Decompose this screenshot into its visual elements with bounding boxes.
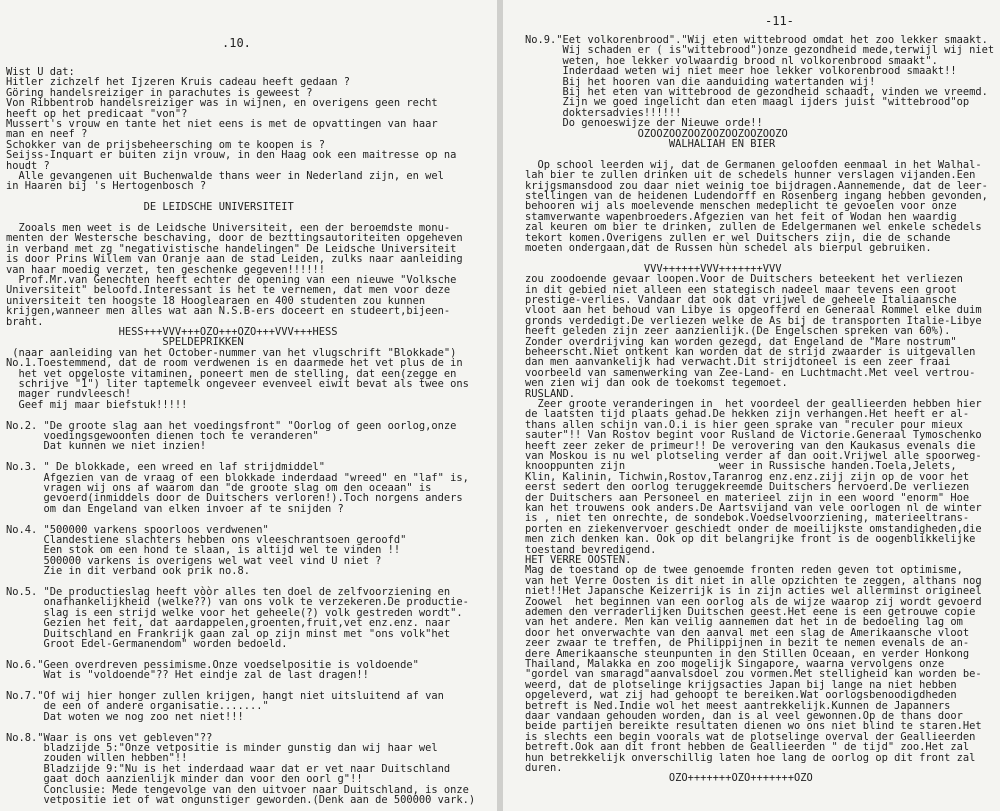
text-line: door het onverwachte van den aanval met een slag de Amerikaansche vloot bbox=[525, 626, 970, 639]
text-line: wen zien wij dan ook de toekomst tegemoet. bbox=[525, 377, 788, 390]
text-line: Een stok om een hond te slaan, is altijd wel te vinden !! bbox=[6, 544, 401, 557]
text-line: zal keuren om bier te drinken, zullen de Edelgermanen wel enkele schedels bbox=[525, 221, 982, 234]
text-line: betreft is Ned.Indie wol het meest aantrekkelijk.Kunnen de Japanners bbox=[525, 699, 951, 712]
text-line: Wist U dat: bbox=[6, 66, 75, 78]
text-line: niet!!Het Japansche Keizerrijk is in zijn acties wel allerminst origineel bbox=[525, 585, 982, 598]
text-line: No.3. " De blokkade, een wreed en laf strijdmiddel" bbox=[6, 461, 326, 474]
page-number: .10. bbox=[222, 36, 251, 50]
text-line: Dat kunnen we niet inzien! bbox=[6, 440, 207, 453]
text-line: van het Verre Oosten is dit niet in alle opzichten te zeggen, althans nog bbox=[525, 574, 982, 587]
text-line: onafhankelijkheid (welke??) van ons volk te verzekeren.De productie- bbox=[6, 596, 469, 609]
text-line: is slechts een begin voorals wat de plotselinge overval der Geallieerden bbox=[525, 730, 976, 743]
text-line: SPELDEPRIKKEN bbox=[6, 336, 244, 349]
text-line: men zich denken kan. Ook op dit belangrijke front is de oogenblikkelijke bbox=[525, 533, 976, 546]
text-line: heeft geleden zijn zeer aanzienlijk.(De Engelschen spreken van 60%). bbox=[525, 325, 951, 338]
text-line: prestige-verlies. Vandaar dat ook dat vrijwel de geheele Italiaansche bbox=[525, 294, 957, 306]
text-line: Mussert's vrouw en tante het niet eens is met de opvattingen van haar bbox=[6, 118, 438, 130]
text-line: "gordel van smaragd"aanvalsdoel zou vormen.Met stelligheid kan worden be- bbox=[525, 668, 982, 681]
text-line: gronds verdedigt.De verliezen welke de As bij de transporten Italie-Libye bbox=[525, 314, 982, 327]
text-line: vragen wij ons af waarom dan "de groote slag om den oceaan" is bbox=[6, 482, 432, 494]
text-line: is door Prins Willem van Oranje aan de stad Leiden, zulks naar aanleiding bbox=[6, 253, 463, 266]
text-line: stamverwante wapenbroeders.Afgezien van het feit of Wodan hen waardig bbox=[525, 210, 957, 223]
text-line: No.5. "De productieslag heeft vòòr alles ten doel de zelfvoorziening en bbox=[6, 586, 451, 598]
text-line: Zonder overdrijving kan worden gezegd, dat Engeland de "Mare nostrum" bbox=[525, 335, 957, 348]
text-line: Inderdaad weten wij niet meer hoe lekker volkorenbrood smaakt!! bbox=[525, 65, 957, 78]
text-line: Zijn we goed ingelicht dan eten maagl ijders juist "wittebrood"op bbox=[525, 96, 970, 109]
text-line: in Haaren bij 's Hertogenbosch ? bbox=[6, 180, 207, 193]
text-line: zeer zwaar te treffen, de Philippijnen in bezit te nemen evenals de an- bbox=[525, 637, 970, 650]
text-line: heeft op het predicaat "von"? bbox=[6, 107, 188, 120]
text-line: der Duitschers aan Personeel en materieel zijn in een woord "enorm" Hoe bbox=[525, 491, 970, 504]
text-line: om dan Engeland van elken invoer af te snijden ? bbox=[6, 502, 344, 515]
text-line: Alle gevangenen uit Buchenwalde thans weer in Nederland zijn, en wel bbox=[6, 170, 444, 182]
text-line: toestand bevredigend. bbox=[525, 543, 657, 556]
text-line: betreft.Ook aan dit front hebben de Geallieerden " de tijd" zoo.Het zal bbox=[525, 741, 970, 754]
text-line: sauter"!! Van Rostov begint voor Rusland de Victorie.Generaal Tymoschenko bbox=[525, 429, 982, 442]
text-line: Bladzijde 9:"Nu is het inderdaad waar dat er vet naar Duitschland bbox=[6, 762, 451, 775]
text-line: Duitschland en Frankrijk gaan zal op zijn minst met "ons volk"het bbox=[6, 627, 451, 640]
text-line: het vet opgeloste vitaminen, poneert men de stelling, dat een(zegge en bbox=[6, 367, 457, 380]
text-line: lah bier te zullen drinken uit de schedels hunner verslagen vijanden.Een bbox=[525, 169, 976, 182]
text-line: voorbeeld van samenwerking van Zee-Land- en Luchtmacht.Met veel vertrou- bbox=[525, 366, 976, 379]
text-line: Universiteit" beloofd.Interessant is het te vernemen, dat men voor deze bbox=[6, 284, 451, 297]
text-line: slag is een strijd welke voor het geheele(?) volk gestreden wordt". bbox=[6, 606, 463, 619]
text-line: porten en ziekenvervoer geschiedt onder de moeilijkste omstandigheden,die bbox=[525, 522, 982, 535]
text-line: Do genoeswijze der Nieuwe orde!! bbox=[525, 117, 763, 130]
text-line: van haar moedig verzet, ten geschenke gegeven!!!!!! bbox=[6, 263, 326, 276]
text-line: doktersadvies!!!!!! bbox=[525, 106, 682, 119]
text-line: weten, hoe lekker volwaardig brood nl volkorenbrood smaakt". bbox=[525, 54, 938, 67]
text-line: houdt ? bbox=[6, 159, 50, 172]
text-line: opgeleverd, wat zij had gehoopt te bereiken.Wat oorlogsbenoodigdheden bbox=[525, 689, 957, 702]
text-line: Zooals men weet is de Leidsche Universiteit, een der beroemdste monu- bbox=[6, 222, 451, 234]
text-line: thans allen schijn van.O.i is hier geen sprake van "reculer pour mieux bbox=[525, 418, 963, 431]
text-line: (naar aanleiding van het October-nummer van het vlugschrift "Blokkade") bbox=[6, 346, 457, 359]
text-line: Clandestiene slachters hebben ons vleeschrantsoen geroofd" bbox=[6, 534, 407, 546]
text-line: schrijve "1") liter taptemelk ongeveer evenveel eiwit bevat als twee ons bbox=[6, 378, 469, 390]
text-line: No.1.Toestemmend, dat de room verdwenen is en daarmede het vet plus de in bbox=[6, 357, 463, 370]
text-line: DE LEIDSCHE UNIVERSITEIT bbox=[6, 201, 294, 214]
text-line: Conclusie: Mede tengevolge van den uitvoer naar Duitschland, is onze bbox=[6, 783, 469, 796]
text-line: universiteit ten hoogste 18 Hooglearaen en 400 studenten zou kunnen bbox=[6, 294, 426, 307]
text-line: gaat doch aanzienlijk minder dan voor den oorl g"!! bbox=[6, 773, 363, 786]
text-line: vloot aan het behoud van Libye is opgeofferd en Generaal Rommel elke duim bbox=[525, 304, 982, 317]
text-line: krijgen,wanneer men alles wat aan N.S.B-ers doceert en studeert,bijeen- bbox=[6, 305, 451, 318]
text-line: de een of andere organisatie......." bbox=[6, 700, 269, 713]
text-line: van Moskou is nu wel plotseling verder af dan ooit.Vrijwel alle spoorweg- bbox=[525, 450, 982, 462]
text-line: eerst sedert den oorlog teruggekreemde Duitschers hervoerd.De verliezen bbox=[525, 481, 970, 494]
text-line: dan men aanvankelijk had verwacht.Dit strijdtoneel is een zeer fraai bbox=[525, 356, 951, 369]
text-line: No.6."Geen overdreven pessimisme.Onze voedselpositie is voldoende" bbox=[6, 658, 419, 671]
text-line: beheerscht.Niet ontkent kan worden dat de strijd zwaarder is uitgevallen bbox=[525, 346, 976, 358]
text-line: is , niet ten onrechte, de sondebok.Voedselvoorziening, materieeltrans- bbox=[525, 512, 970, 525]
text-line: No.4. "500000 varkens spoorloos verdwenen" bbox=[6, 523, 269, 536]
text-line: menten der Westersche beschaving, door de bezttingsautoriteiten opgeheven bbox=[6, 232, 463, 245]
text-line: stellingen van de heidenen Ludendorff en Rosenberg ingang hebben gevonden, bbox=[525, 190, 988, 202]
text-line: Hitler zichzelf het Ijzeren Kruis cadeau heeft gedaan ? bbox=[6, 76, 351, 89]
text-line: heeft zeer zeker de primeur!! De verovering van den Kaukasus evenals die bbox=[525, 439, 976, 452]
text-line: Thailand, Malakka en zoo mogelijk Singapore, waarna vervolgens onze bbox=[525, 658, 945, 670]
text-line: gevoerd(inmiddels door de Duitschers verloren!).Toch norgens anders bbox=[6, 492, 463, 505]
text-line: van het andere. Men kan veilig aannemen dat het in de bedoeling lag om bbox=[525, 616, 963, 629]
text-line: de laatsten tijd plaats gehad.De hekken zijn verhangen.Het heeft er al- bbox=[525, 408, 970, 421]
text-line: zouden willen hebben"!! bbox=[6, 752, 188, 765]
text-line: No.9."Eet volkorenbrood"."Wij eten wittebrood omdat het zoo lekker smaakt. bbox=[525, 34, 988, 46]
text-line: mager rundvleesch! bbox=[6, 388, 132, 401]
text-line: Dat woten we nog zoo net niet!!! bbox=[6, 710, 244, 723]
text-line: dere Amerikaansche steunpunten in den Stillen Oceaan, en verder Honkong bbox=[525, 647, 970, 660]
text-line: No.7."Of wij hier honger zullen krijgen, hangt niet uitsluitend af van bbox=[6, 690, 444, 702]
text-line: Bij het eten van wittebrood de gezondheid schaadt, vinden we vreemd. bbox=[525, 86, 988, 98]
text-line: Klin, Kalinin, Tichwin,Rostov,Taranrog enz.enz.zijj zijn op de voor het bbox=[525, 470, 970, 483]
text-line: vetpositie iet of wat ongunstiger geworden.(Denk aan de 500000 vark.) bbox=[6, 794, 476, 806]
text-line: tekort komen.Overigens zullen er wel Duitschers zijn, die de schande bbox=[525, 231, 951, 244]
text-line: Afgezien van de vraag of een blokkade inderdaad "wreed" en "laf" is, bbox=[6, 471, 469, 484]
text-line: moeten ondergaan,dat de Russen hùn schedel als bierpul gebruiken. bbox=[525, 242, 932, 254]
text-line: No.2. "De groote slag aan het voedingsfront" "Oorlog of geen oorlog,onze bbox=[6, 419, 457, 432]
text-line: Zoowel het beginnen van een oorlog als de wijze waarop zij wordt gevoerd bbox=[525, 595, 982, 608]
text-line: daar vandaan gehouden worden, dan is al veel gewonnen.Op de thans door bbox=[525, 710, 963, 722]
text-line: Groot Edel-Germanendom" worden bedoeld. bbox=[6, 638, 288, 650]
text-line: Wat is "voldoende"?? Het eindje zal de last dragen!! bbox=[6, 669, 369, 682]
text-line: duren. bbox=[525, 762, 563, 774]
text-line: zou zoodoende gevaar loopen.Voor de Duitschers beteekent het verliezen bbox=[525, 273, 963, 286]
text-line: behooren wij als moelevende menschen medeplicht te gevoelen voor onze bbox=[525, 200, 957, 213]
text-line: Gezien het feit, dat aardappelen,groenten,fruit,vet enz.enz. naar bbox=[6, 617, 451, 630]
text-line: kan het trouwens ook anders.De Aartsvijand van vele oorlogen nl de winter bbox=[525, 502, 982, 514]
text-line: Göring handelsreiziger in parachutes is geweest ? bbox=[6, 86, 313, 99]
text-line: knooppunten zijn weer in Russische handen.Toela,Jelets, bbox=[525, 460, 957, 473]
text-line: Seijss-Inquart er buiten zijn vrouw, in den Haag ook een maitresse op na bbox=[6, 149, 457, 162]
text-line: Mag de toestand op de twee genoemde fronten reden geven tot optimisme, bbox=[525, 564, 963, 577]
text-line: Zeer groote veranderingen in het voordeel der geallieerden hebben hier bbox=[525, 398, 982, 410]
text-line: Wij schaden er ( is"wittebrood")onze gezondheid mede,terwijl wij niet bbox=[525, 44, 995, 57]
text-line: in dit gebied niet alleen een stategisch nadeel maar tevens een groot bbox=[525, 283, 957, 296]
text-line: Prof.Mr.van Genechten heeft echter de opening van een nieuwe "Volksche bbox=[6, 274, 457, 286]
text-line: Geef mij maar biefstuk!!!!! bbox=[6, 398, 188, 411]
text-line: krijgsmansdood zou daar niet weinig toe bijdragen.Aannemende, dat de leer- bbox=[525, 179, 988, 192]
text-line: hun betrekkelijk onverschillig laten hoe lang de oorlog op dit front zal bbox=[525, 751, 976, 764]
text-line: OZOOZOOZOOZOOZOOZOOZOOZO bbox=[525, 127, 788, 140]
text-line: Von Ribbentrob handelsreiziger was in wijnen, en overigens geen recht bbox=[6, 97, 438, 110]
text-line: Bij het hooren van die aanduiding watertanden wij! bbox=[525, 75, 876, 88]
text-line: VVV++++++VVV+++++++VVV bbox=[525, 262, 782, 275]
text-line: WALHALIAH EN BIER bbox=[525, 138, 776, 150]
text-line: braht. bbox=[6, 315, 44, 328]
text-line: beide partijen bereikte resultaten dienen wo ons niet blind te staren.Het bbox=[525, 720, 982, 733]
text-line: OZO+++++++OZO+++++++OZO bbox=[525, 772, 813, 785]
text-line: ademen den verraderlijken Duitschen geest.Het eene is een getrouwe copie bbox=[525, 606, 976, 618]
text-line: voedingsgewoonten dienen toch te veranderen" bbox=[6, 430, 319, 442]
page-number: -11- bbox=[765, 14, 794, 28]
text-line: RUSLAND. bbox=[525, 387, 576, 400]
text-line: Zie in dit verband ook prik no.8. bbox=[6, 565, 250, 578]
text-line: bladzijde 5:"Onze vetpositie is minder gunstig dan wij haar wel bbox=[6, 742, 438, 754]
right-page bbox=[503, 0, 1000, 811]
text-line: 500000 varkens is overigens wel wat veel vind U niet ? bbox=[6, 554, 382, 567]
text-line: Schokker van de prijsbeheersching om te koopen is ? bbox=[6, 138, 326, 151]
text-line: weerd, dat de plotselinge krijgsacties Japan bij lange na niet hebben bbox=[525, 678, 957, 691]
text-line: HESS+++VVV+++OZO+++OZO+++VVV+++HESS bbox=[6, 326, 338, 338]
left-page bbox=[0, 0, 497, 811]
text-line: Op school leerden wij, dat de Germanen geloofden eenmaal in het Walhal- bbox=[525, 158, 982, 171]
text-line: man en neef ? bbox=[6, 128, 88, 141]
text-line: in verband met zg "negativistische handelingen" De Leidsche Universiteit bbox=[6, 242, 457, 255]
text-line: No.8."Waar is ons vet gebleven"?? bbox=[6, 731, 213, 744]
text-line: HET VERRE OOSTEN. bbox=[525, 554, 632, 566]
